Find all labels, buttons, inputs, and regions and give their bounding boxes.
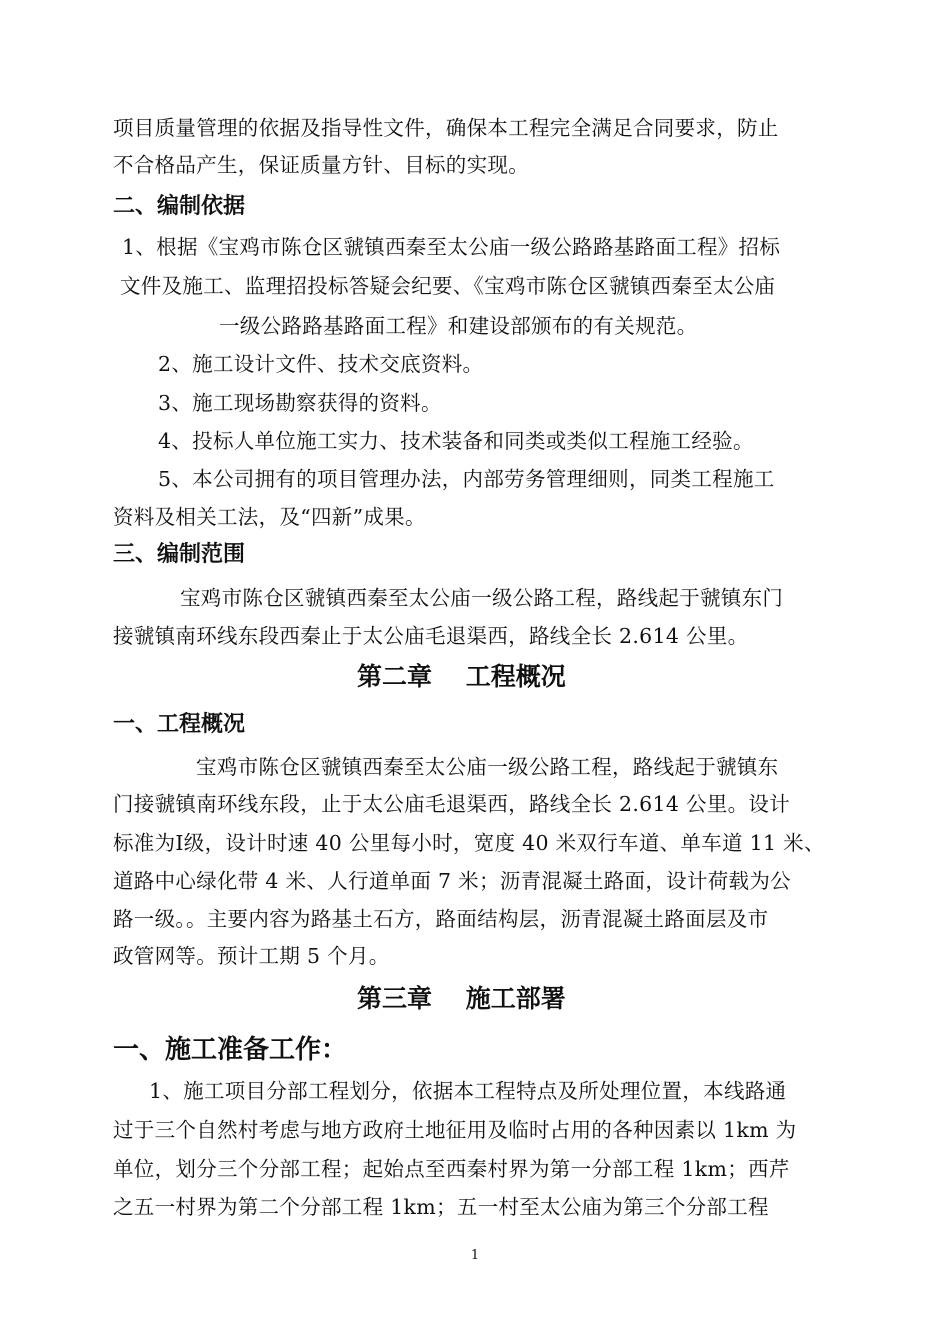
overview-line-1: 宝鸡市陈仓区虢镇西秦至太公庙一级公路工程，路线起于虢镇东 bbox=[196, 755, 779, 779]
section-heading-compilation-basis: 二、编制依据 bbox=[113, 194, 246, 219]
basis-item-5-line-2: 资料及相关工法，及“四新”成果。 bbox=[113, 505, 426, 529]
overview-line-4: 道路中心绿化带 4 米、人行道单面 7 米；沥青混凝土路面，设计荷载为公 bbox=[113, 869, 791, 893]
chapter-2-subheading: 一、工程概况 bbox=[113, 712, 246, 737]
intro-line-1: 项目质量管理的依据及指导性文件，确保本工程完全满足合同要求，防止 bbox=[113, 116, 779, 140]
basis-item-1-line-3: 一级公路路基路面工程》和建设部颁布的有关规范。 bbox=[219, 314, 698, 338]
chapter-2-title: 第二章 工程概况 bbox=[357, 662, 566, 691]
chapter-3-subheading: 一、施工准备工作： bbox=[113, 1035, 348, 1065]
overview-line-6: 政管网等。预计工期 5 个月。 bbox=[113, 944, 390, 968]
section-heading-compilation-scope: 三、编制范围 bbox=[113, 542, 246, 567]
preparation-line-4: 之五一村界为第二个分部工程 1km；五一村至太公庙为第三个分部工程 bbox=[113, 1195, 769, 1219]
preparation-line-1: 1、施工项目分部工程划分，依据本工程特点及所处理位置，本线路通 bbox=[149, 1079, 787, 1103]
basis-item-1-line-1: 1、根据《宝鸡市陈仓区虢镇西秦至太公庙一级公路路基路面工程》招标 bbox=[122, 235, 781, 259]
page-number: 1 bbox=[470, 1248, 480, 1263]
overview-line-3: 标准为Ⅰ级，设计时速 40 公里每小时，宽度 40 米双行车道、单车道 11 米、 bbox=[113, 831, 825, 855]
basis-item-4: 4、投标人单位施工实力、技术装备和同类或类似工程施工经验。 bbox=[158, 429, 754, 453]
overview-line-2: 门接虢镇南环线东段，止于太公庙毛退渠西，路线全长 2.614 公里。设计 bbox=[113, 792, 791, 816]
basis-item-1-line-2: 文件及施工、监理招投标答疑会纪要、《宝鸡市陈仓区虢镇西秦至太公庙 bbox=[120, 274, 776, 298]
preparation-line-2: 过于三个自然村考虑与地方政府土地征用及临时占用的各种因素以 1km 为 bbox=[113, 1118, 797, 1142]
basis-item-2: 2、施工设计文件、技术交底资料。 bbox=[158, 352, 484, 376]
intro-line-2: 不合格品产生，保证质量方针、目标的实现。 bbox=[113, 153, 529, 177]
chapter-3-title: 第三章 施工部署 bbox=[357, 984, 566, 1013]
preparation-line-3: 单位，划分三个分部工程；起始点至西秦村界为第一分部工程 1km；西芹 bbox=[113, 1157, 790, 1181]
scope-line-2: 接虢镇南环线东段西秦止于太公庙毛退渠西，路线全长 2.614 公里。 bbox=[113, 624, 749, 648]
basis-item-3: 3、施工现场勘察获得的资料。 bbox=[158, 391, 442, 415]
overview-line-5: 路一级。。主要内容为路基土石方，路面结构层，沥青混凝土路面层及市 bbox=[113, 907, 769, 931]
basis-item-5-line-1: 5、本公司拥有的项目管理办法，内部劳务管理细则，同类工程施工 bbox=[158, 467, 775, 491]
scope-line-1: 宝鸡市陈仓区虢镇西秦至太公庙一级公路工程，路线起于虢镇东门 bbox=[180, 586, 784, 610]
